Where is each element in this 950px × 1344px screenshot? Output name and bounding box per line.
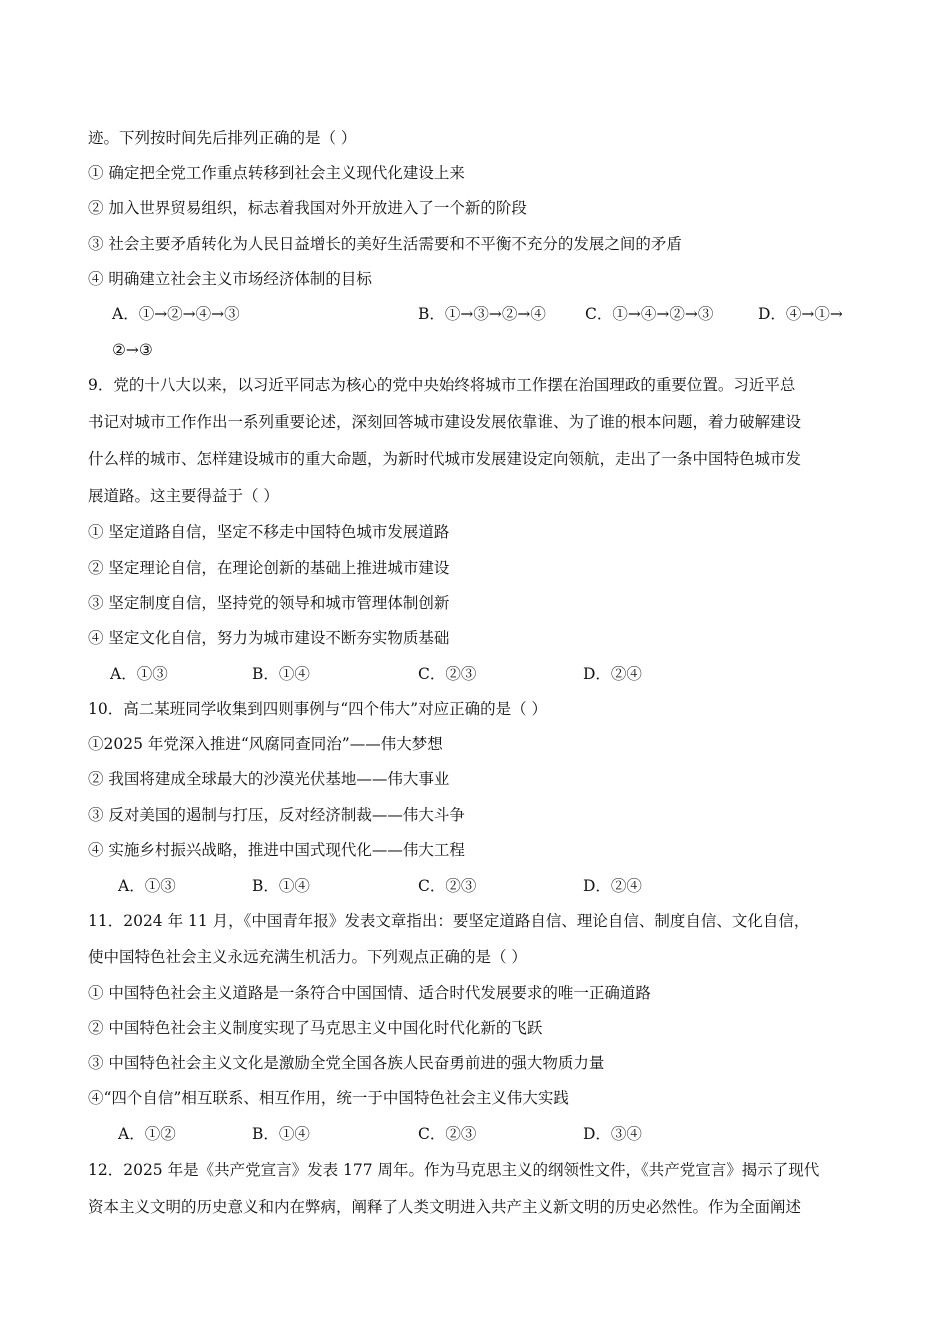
q12-stem-line-2: 资本主义文明的历史意义和内在弊病，阐释了人类文明进入共产主义新文明的历史必然性。作为全面阐述	[88, 1198, 802, 1216]
q10-item-1: ①2025 年党深入推进“风腐同查同治”——伟大梦想	[88, 735, 443, 753]
q9-option-b: B．①④	[252, 665, 310, 683]
q9-option-c: C．②③	[418, 665, 477, 683]
q9-stem-line-1: 9．党的十八大以来，以习近平同志为核心的党中央始终将城市工作摆在治国理政的重要位置。习近平总	[88, 376, 796, 394]
q11-option-c: C．②③	[418, 1125, 477, 1143]
q8-item-1: ① 确定把全党工作重点转移到社会主义现代化建设上来	[88, 164, 465, 182]
q8-option-c: C．①→④→②→③	[585, 305, 714, 323]
q8-option-b: B．①→③→②→④	[418, 305, 546, 323]
q11-option-b: B．①④	[252, 1125, 310, 1143]
q8-item-4: ④ 明确建立社会主义市场经济体制的目标	[88, 270, 372, 288]
q8-item-2: ② 加入世界贸易组织，标志着我国对外开放进入了一个新的阶段	[88, 199, 527, 217]
q10-item-3: ③ 反对美国的遏制与打压，反对经济制裁——伟大斗争	[88, 806, 465, 824]
q9-item-4: ④ 坚定文化自信，努力为城市建设不断夯实物质基础	[88, 629, 450, 647]
q11-item-1: ① 中国特色社会主义道路是一条符合中国国情、适合时代发展要求的唯一正确道路	[88, 984, 651, 1002]
q11-item-3: ③ 中国特色社会主义文化是激励全党全国各族人民奋勇前进的强大物质力量	[88, 1054, 605, 1072]
q9-stem-line-4: 展道路。这主要得益于（ ）	[88, 487, 279, 505]
q8-option-a: A．①→②→④→③	[112, 305, 240, 323]
q8-option-d: D．④→①→	[758, 305, 843, 323]
q8-item-3: ③ 社会主要矛盾转化为人民日益增长的美好生活需要和不平衡不充分的发展之间的矛盾	[88, 235, 682, 253]
q9-option-d: D．②④	[583, 665, 642, 683]
q8-stem-tail: 迹。下列按时间先后排列正确的是（ ）	[88, 129, 357, 147]
q8-option-d-cont: ②→③	[112, 341, 153, 359]
q10-option-c: C．②③	[418, 877, 477, 895]
q9-item-3: ③ 坚定制度自信，坚持党的领导和城市管理体制创新	[88, 594, 450, 612]
q11-stem-line-2: 使中国特色社会主义永远充满生机活力。下列观点正确的是（ ）	[88, 948, 527, 966]
q11-item-4: ④“四个自信”相互联系、相互作用，统一于中国特色社会主义伟大实践	[88, 1089, 569, 1107]
q10-option-b: B．①④	[252, 877, 310, 895]
q11-item-2: ② 中国特色社会主义制度实现了马克思主义中国化时代化新的飞跃	[88, 1019, 543, 1037]
q9-item-2: ② 坚定理论自信，在理论创新的基础上推进城市建设	[88, 559, 450, 577]
q10-option-a: A．①③	[118, 877, 176, 895]
q9-item-1: ① 坚定道路自信，坚定不移走中国特色城市发展道路	[88, 523, 450, 541]
q12-stem-line-1: 12．2025 年是《共产党宣言》发表 177 周年。作为马克思主义的纲领性文件，《共产党宣言》揭示了现代	[88, 1161, 820, 1179]
q11-option-a: A．①②	[118, 1125, 176, 1143]
q10-option-d: D．②④	[583, 877, 642, 895]
q11-option-d: D．③④	[583, 1125, 642, 1143]
q9-option-a: A．①③	[110, 665, 168, 683]
q9-stem-line-2: 书记对城市工作作出一系列重要论述，深刻回答城市建设发展依靠谁、为了谁的根本问题，着力破解建设	[88, 413, 802, 431]
q11-stem-line-1: 11．2024 年 11 月，《中国青年报》发表文章指出：要坚定道路自信、理论自信、制度自信、文化自信，	[88, 912, 810, 930]
q10-item-2: ② 我国将建成全球最大的沙漠光伏基地——伟大事业	[88, 770, 450, 788]
q9-stem-line-3: 什么样的城市、怎样建设城市的重大命题，为新时代城市发展建设定向领航，走出了一条中国特色城市发	[88, 450, 802, 468]
q10-stem: 10．高二某班同学收集到四则事例与“四个伟大”对应正确的是（ ）	[88, 700, 548, 718]
q10-item-4: ④ 实施乡村振兴战略，推进中国式现代化——伟大工程	[88, 841, 465, 859]
